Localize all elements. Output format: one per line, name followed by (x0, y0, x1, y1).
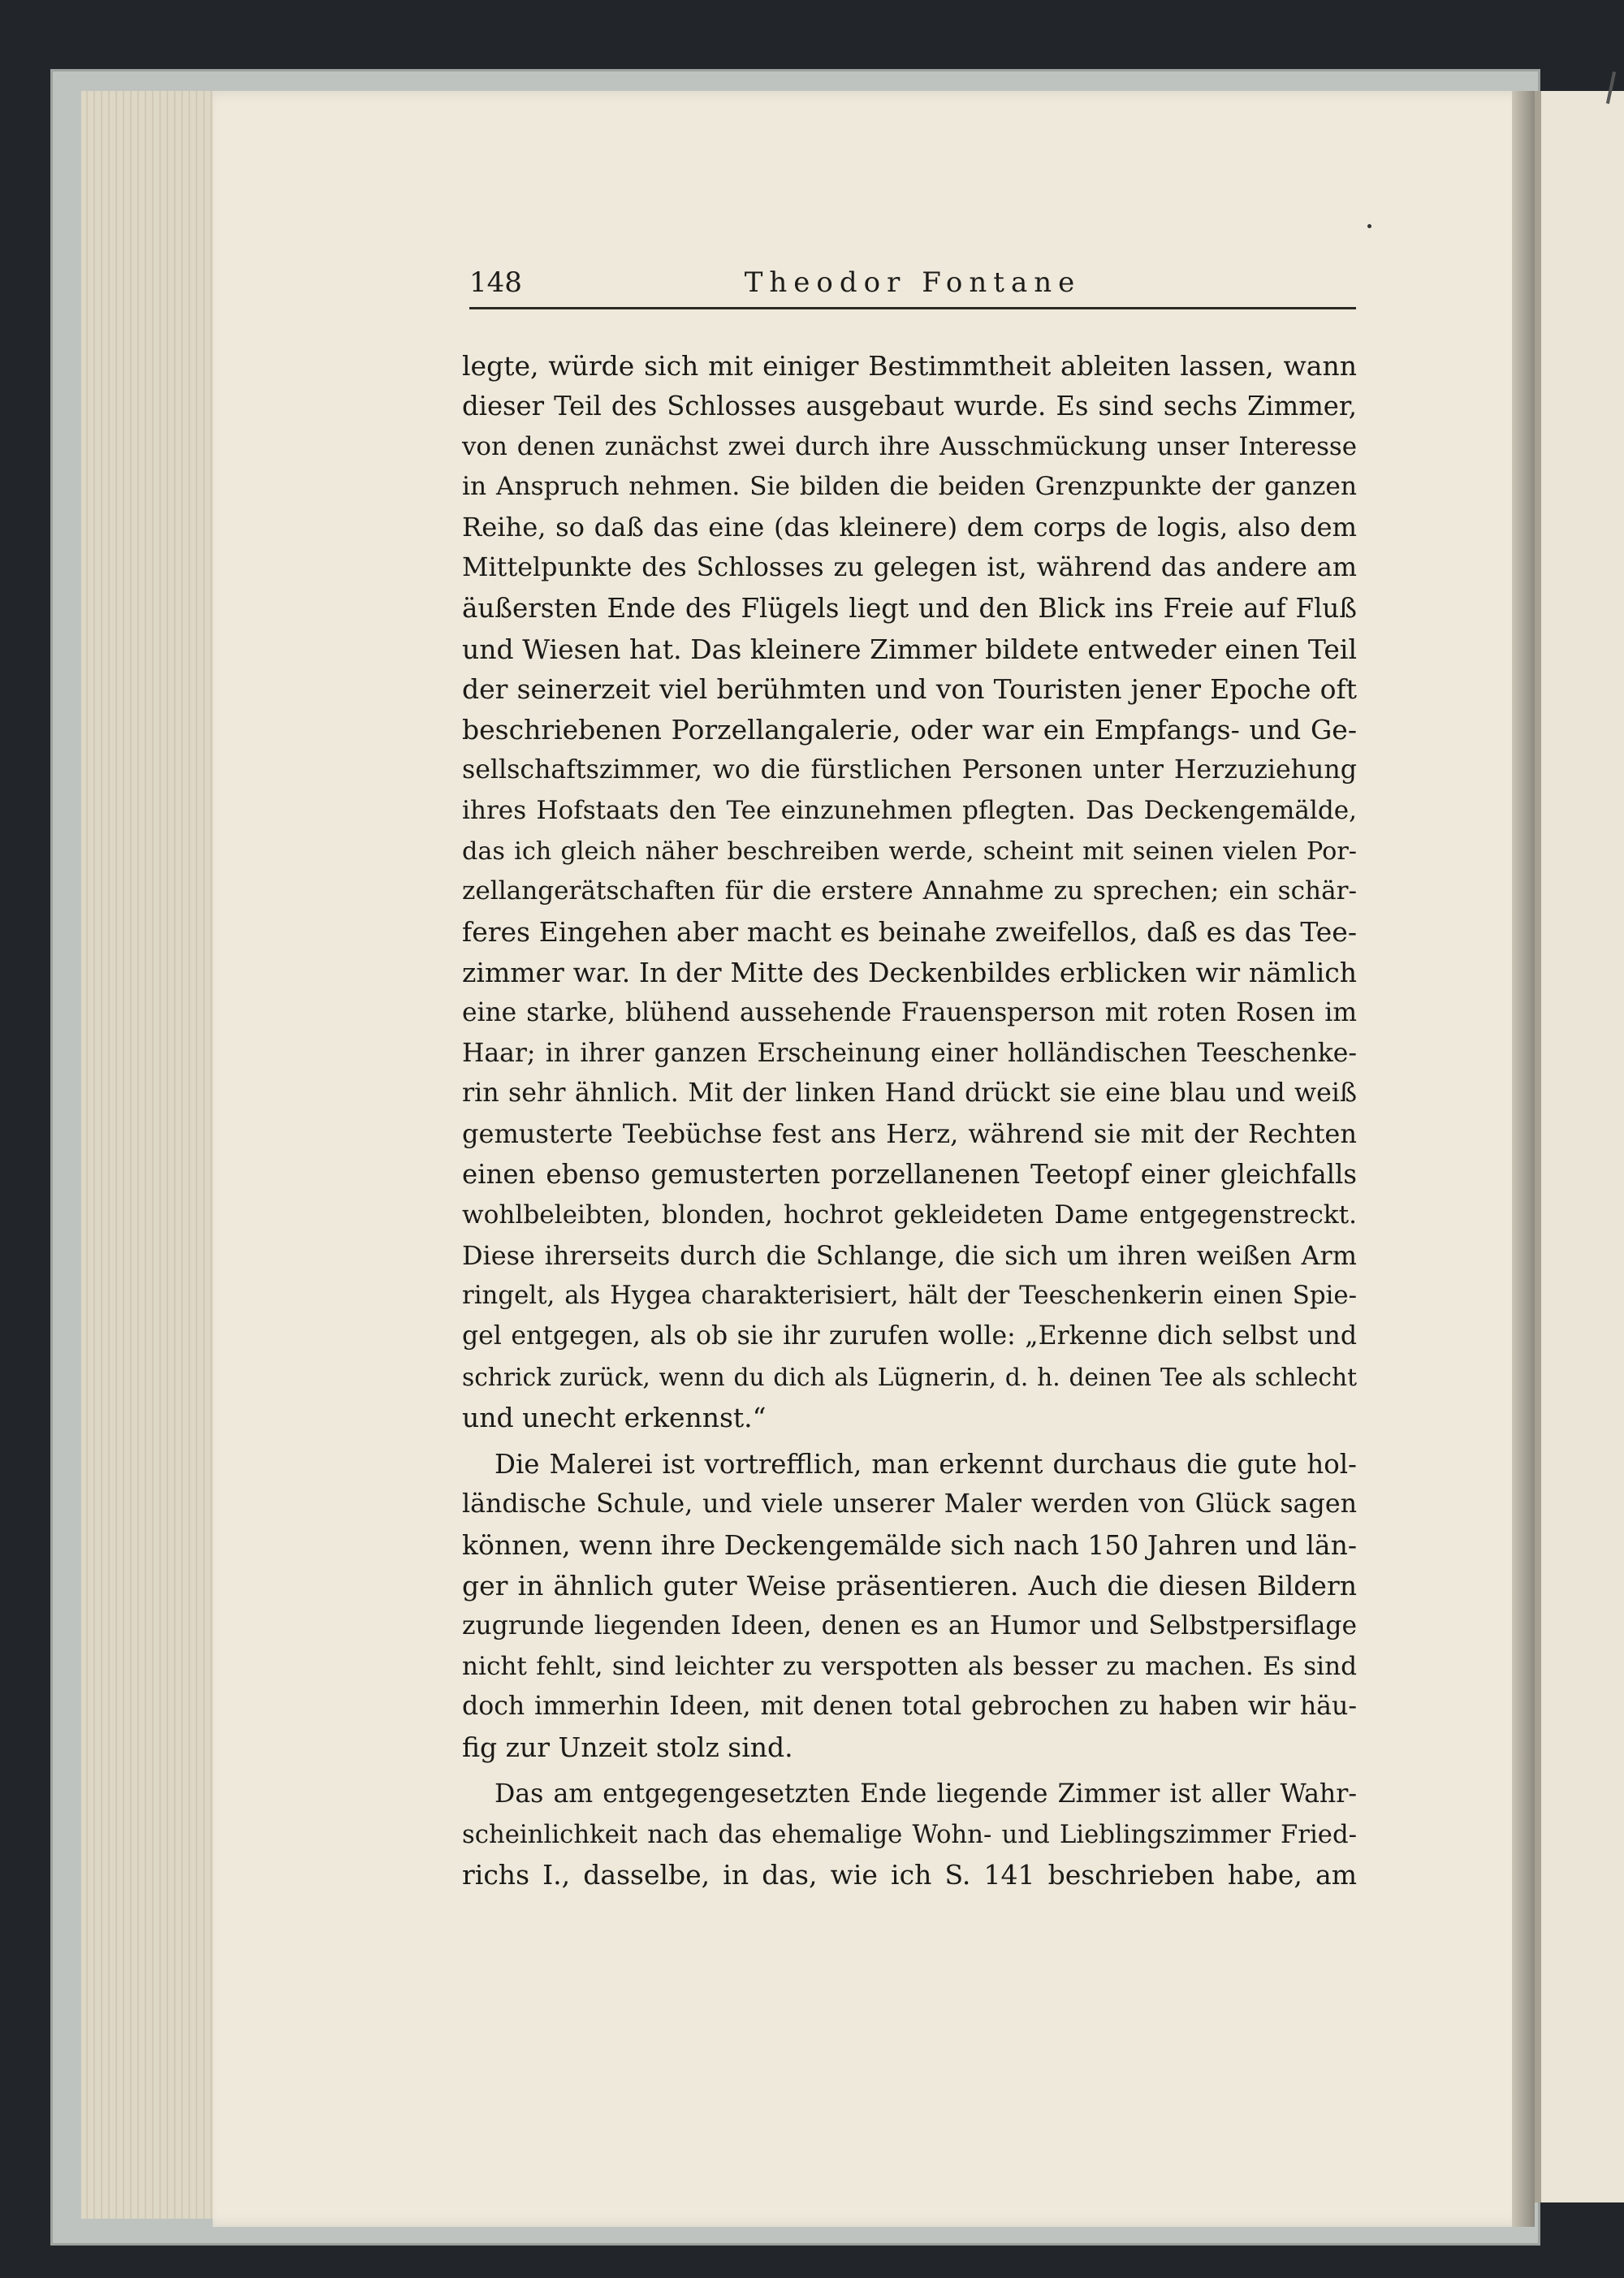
text-line: Das am entgegengesetzten Ende liegende Zimmer ist aller Wahr- (495, 1779, 1357, 1809)
text-line: feres Eingehen aber macht es beinahe zweifellos, daß es das Tee- (462, 916, 1357, 949)
text-line: von denen zunächst zwei durch ihre Ausschmückung unser Interesse (462, 431, 1357, 461)
text-line: und unecht erkennst.“ (462, 1401, 767, 1433)
text-line: sellschaftszimmer, wo die fürstlichen Personen unter Herzuziehung (462, 754, 1357, 785)
text-line: können, wenn ihre Deckengemälde sich nach 150 Jahren und län- (462, 1529, 1357, 1562)
text-line: Haar; in ihrer ganzen Erscheinung einer holländischen Teeschenke- (462, 1038, 1357, 1068)
text-line: Die Malerei ist vortrefflich, man erkennt durchaus die gute hol- (495, 1448, 1357, 1480)
text-line: ringelt, als Hygea charakterisiert, hält der Teeschenkerin einen Spie- (462, 1281, 1357, 1311)
text-line: das ich gleich näher beschreiben werde, scheint mit seinen vielen Por- (462, 836, 1357, 866)
text-line: gel entgegen, als ob sie ihr zurufen wolle: „Erkenne dich selbst und (462, 1321, 1357, 1351)
text-line: gemusterte Teebüchse fest ans Herz, während sie mit der Rechten (462, 1118, 1357, 1150)
text-line: nicht fehlt, sind leichter zu verspotten als besser zu machen. Es sind (462, 1651, 1357, 1681)
text-line: ger in ähnlich guter Weise präsentieren. Auch die diesen Bildern (462, 1569, 1357, 1602)
text-line: fig zur Unzeit stolz sind. (462, 1731, 793, 1764)
text-line: schrick zurück, wenn du dich als Lügnerin, d. h. deinen Tee als schlecht (462, 1362, 1357, 1391)
facing-page (1535, 91, 1624, 2202)
text-line: Mittelpunkte des Schlosses zu gelegen ist, während das andere am (462, 552, 1357, 582)
text-line: ihres Hofstaats den Tee einzunehmen pflegten. Das Deckengemälde, (462, 795, 1357, 825)
text-line: der seinerzeit viel berühmten und von Touristen jener Epoche oft (462, 673, 1357, 706)
text-line: wohlbeleibten, blonden, hochrot gekleideten Dame entgegenstreckt. (462, 1200, 1357, 1230)
text-line: rin sehr ähnlich. Mit der linken Hand drückt sie eine blau und weiß (462, 1078, 1357, 1109)
text-line: richs I., dasselbe, in das, wie ich S. 141 beschrieben habe, am (462, 1859, 1357, 1891)
page-stack-edge (81, 91, 219, 2219)
text-line: zimmer war. In der Mitte des Deckenbildes erblicken wir nämlich (462, 956, 1357, 988)
text-line: legte, würde sich mit einiger Bestimmtheit ableiten lassen, wann (462, 350, 1357, 382)
text-line: scheinlichkeit nach das ehemalige Wohn- und Lieblingszimmer Fried- (462, 1819, 1357, 1849)
text-line: doch immerhin Ideen, mit denen total gebrochen zu haben wir häu- (462, 1692, 1357, 1722)
text-line: beschriebenen Porzellangalerie, oder war ein Empfangs- und Ge- (462, 714, 1357, 746)
body-text (462, 346, 1357, 1895)
text-line: eine starke, blühend aussehende Frauensperson mit roten Rosen im (462, 997, 1357, 1027)
text-line: Diese ihrerseits durch die Schlange, die sich um ihren weißen Arm (462, 1239, 1357, 1271)
text-line: zugrunde liegenden Ideen, denen es an Humor und Selbstpersiflage (462, 1610, 1357, 1640)
facing-page-edge (1535, 91, 1541, 2202)
text-line: einen ebenso gemusterten porzellanenen Teetopf einer gleichfalls (462, 1158, 1357, 1190)
text-line: dieser Teil des Schlosses ausgebaut wurde. Es sind sechs Zimmer, (462, 390, 1357, 421)
text-line: Reihe, so daß das eine (das kleinere) dem corps de logis, also dem (462, 512, 1357, 543)
text-line: in Anspruch nehmen. Sie bilden die beiden Grenzpunkte der ganzen (462, 472, 1357, 502)
page-number: 148 (469, 266, 522, 299)
running-title: Theodor Fontane (744, 266, 1082, 299)
text-line: zellangerätschaften für die erstere Annahme zu sprechen; ein schär- (462, 876, 1357, 906)
book-gutter (1512, 91, 1535, 2227)
text-line: ländische Schule, und viele unserer Maler werden von Glück sagen (462, 1489, 1357, 1519)
text-line: und Wiesen hat. Das kleinere Zimmer bildete entweder einen Teil (462, 633, 1357, 665)
text-line: äußersten Ende des Flügels liegt und den Blick ins Freie auf Fluß (462, 592, 1357, 624)
running-head (469, 266, 1356, 309)
paper-speck (1367, 224, 1371, 228)
